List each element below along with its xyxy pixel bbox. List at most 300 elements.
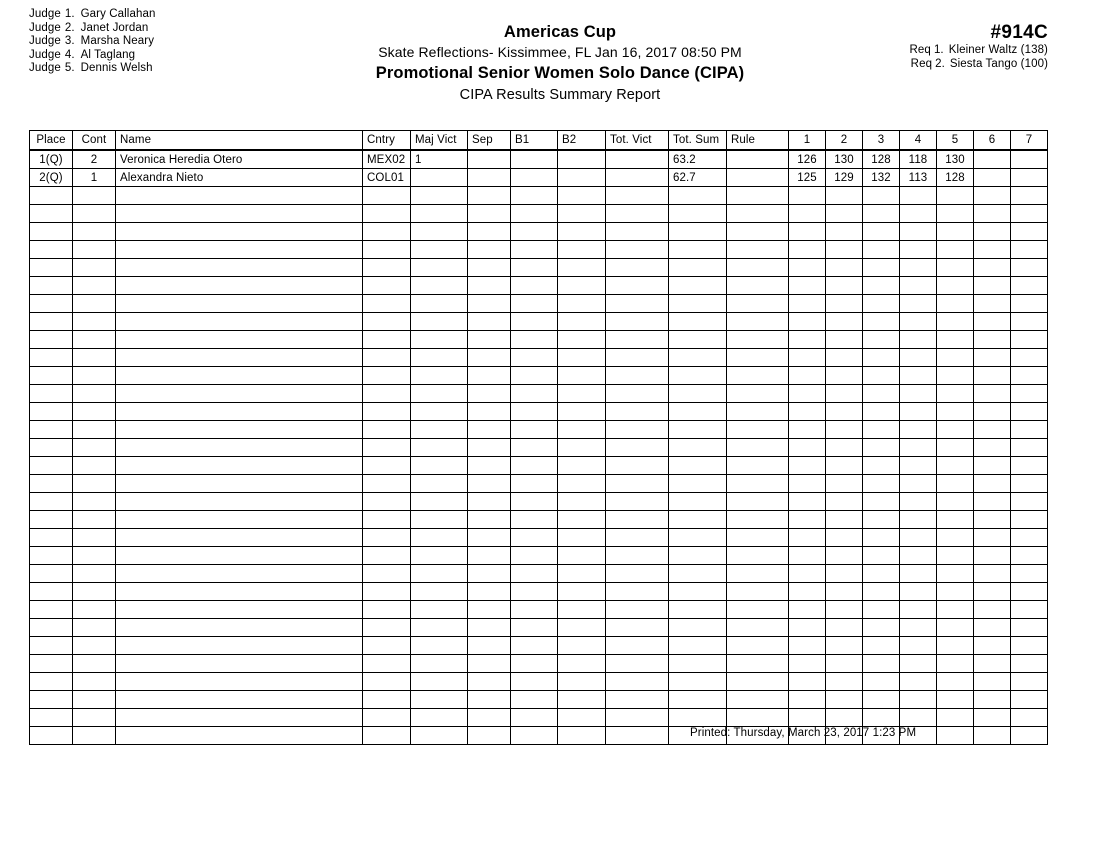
cell-j1-empty	[789, 331, 826, 349]
cell-name-empty	[116, 601, 363, 619]
cell-sep-empty	[468, 529, 511, 547]
cell-j4-empty	[900, 601, 937, 619]
cell-cont-empty	[73, 655, 116, 673]
cell-place-empty	[30, 475, 73, 493]
cell-j2-empty	[826, 457, 863, 475]
cell-tot_vict-empty	[606, 601, 669, 619]
cell-tot_vict-empty	[606, 313, 669, 331]
cell-j1-empty	[789, 673, 826, 691]
column-header-j1[interactable]: 1	[789, 131, 826, 151]
cell-j3: 128	[863, 150, 900, 169]
cell-tot_sum: 62.7	[669, 169, 727, 187]
cell-cont: 1	[73, 169, 116, 187]
cell-j7-empty	[1011, 403, 1048, 421]
cell-j7-empty	[1011, 493, 1048, 511]
cell-j1-empty	[789, 619, 826, 637]
cell-j6-empty	[974, 295, 1011, 313]
cell-cntry-empty	[363, 277, 411, 295]
cell-j6-empty	[974, 367, 1011, 385]
cell-cntry-empty	[363, 637, 411, 655]
cell-sep	[468, 150, 511, 169]
cell-place-empty	[30, 439, 73, 457]
cell-sep-empty	[468, 241, 511, 259]
cell-sep-empty	[468, 583, 511, 601]
report-title-block	[240, 22, 880, 106]
cell-j5-empty	[937, 403, 974, 421]
cell-b2-empty	[558, 673, 606, 691]
results-table-container	[29, 130, 1048, 745]
cell-j2-empty	[826, 619, 863, 637]
cell-rule-empty	[727, 691, 789, 709]
cell-cntry-empty	[363, 511, 411, 529]
judge-number: 1.	[64, 8, 75, 20]
cell-tot_vict-empty	[606, 259, 669, 277]
cell-cntry-empty	[363, 727, 411, 745]
cell-cntry-empty	[363, 259, 411, 277]
cell-tot_vict-empty	[606, 709, 669, 727]
cell-j3-empty	[863, 529, 900, 547]
cell-j5-empty	[937, 475, 974, 493]
cell-tot_sum-empty	[669, 223, 727, 241]
cell-j4-empty	[900, 637, 937, 655]
cell-b2-empty	[558, 223, 606, 241]
cell-tot_sum-empty	[669, 691, 727, 709]
cell-j3-empty	[863, 223, 900, 241]
cell-j4-empty	[900, 565, 937, 583]
cell-j2-empty	[826, 403, 863, 421]
cell-name: Alexandra Nieto	[116, 169, 363, 187]
cell-j3-empty	[863, 367, 900, 385]
column-header-b2[interactable]: B2	[558, 131, 606, 151]
cell-sep-empty	[468, 313, 511, 331]
cell-tot_vict-empty	[606, 385, 669, 403]
table-row-empty[interactable]	[30, 619, 1048, 637]
cell-sep-empty	[468, 421, 511, 439]
cell-j4-empty	[900, 277, 937, 295]
table-row-empty[interactable]	[30, 529, 1048, 547]
cell-j7-empty	[1011, 313, 1048, 331]
table-row[interactable]	[30, 169, 1048, 187]
cell-sep-empty	[468, 493, 511, 511]
table-row-empty[interactable]	[30, 691, 1048, 709]
cell-cont-empty	[73, 259, 116, 277]
cell-j5-empty	[937, 709, 974, 727]
cell-name-empty	[116, 493, 363, 511]
cell-cntry-empty	[363, 529, 411, 547]
requirement-name: Kleiner Waltz (138)	[948, 44, 1048, 56]
cell-j6-empty	[974, 475, 1011, 493]
cell-j6-empty	[974, 493, 1011, 511]
cell-b1-empty	[511, 493, 558, 511]
cell-name-empty	[116, 673, 363, 691]
cell-j4-empty	[900, 421, 937, 439]
cell-tot_sum-empty	[669, 313, 727, 331]
cell-b2-empty	[558, 619, 606, 637]
cell-j2-empty	[826, 709, 863, 727]
table-row-empty[interactable]	[30, 457, 1048, 475]
cell-j4-empty	[900, 331, 937, 349]
cell-sep-empty	[468, 709, 511, 727]
cell-j7-empty	[1011, 601, 1048, 619]
cell-b1-empty	[511, 259, 558, 277]
cell-j2-empty	[826, 475, 863, 493]
results-table-head	[30, 131, 1048, 151]
cell-j6-empty	[974, 583, 1011, 601]
cell-j5-empty	[937, 241, 974, 259]
cell-cntry: COL01	[363, 169, 411, 187]
cell-j1-empty	[789, 457, 826, 475]
cell-j7-empty	[1011, 259, 1048, 277]
table-row-empty[interactable]	[30, 565, 1048, 583]
cell-j5-empty	[937, 601, 974, 619]
cell-j5-empty	[937, 331, 974, 349]
cell-place-empty	[30, 295, 73, 313]
column-header-tot_vict[interactable]: Tot. Vict	[606, 131, 669, 151]
column-header-j6[interactable]: 6	[974, 131, 1011, 151]
cell-j3-empty	[863, 601, 900, 619]
cell-j2-empty	[826, 511, 863, 529]
cell-j4-empty	[900, 223, 937, 241]
cell-b1-empty	[511, 565, 558, 583]
cell-j1-empty	[789, 601, 826, 619]
table-row-empty[interactable]	[30, 547, 1048, 565]
cell-j7-empty	[1011, 187, 1048, 205]
cell-name-empty	[116, 367, 363, 385]
cell-maj_vict-empty	[411, 511, 468, 529]
cell-cont-empty	[73, 547, 116, 565]
cell-cntry-empty	[363, 583, 411, 601]
report-subtitle: CIPA Results Summary Report	[459, 87, 661, 103]
cell-j5-empty	[937, 529, 974, 547]
column-header-tot_sum[interactable]: Tot. Sum	[669, 131, 727, 151]
cell-name-empty	[116, 529, 363, 547]
cell-tot_vict-empty	[606, 619, 669, 637]
cell-j7-empty	[1011, 547, 1048, 565]
cell-cntry-empty	[363, 457, 411, 475]
cell-j1-empty	[789, 691, 826, 709]
table-row-empty[interactable]	[30, 493, 1048, 511]
table-row-empty[interactable]	[30, 655, 1048, 673]
cell-b1-empty	[511, 529, 558, 547]
cell-b2-empty	[558, 583, 606, 601]
cell-j7-empty	[1011, 475, 1048, 493]
cell-j5-empty	[937, 385, 974, 403]
table-row-empty[interactable]	[30, 331, 1048, 349]
table-row-empty[interactable]	[30, 313, 1048, 331]
cell-tot_vict-empty	[606, 277, 669, 295]
cell-place-empty	[30, 655, 73, 673]
column-header-name[interactable]: Name	[116, 131, 363, 151]
cell-j6-empty	[974, 259, 1011, 277]
cell-j3-empty	[863, 403, 900, 421]
cell-j2-empty	[826, 223, 863, 241]
column-header-j7[interactable]: 7	[1011, 131, 1048, 151]
cell-maj_vict-empty	[411, 529, 468, 547]
cell-rule-empty	[727, 709, 789, 727]
cell-rule-empty	[727, 529, 789, 547]
cell-sep-empty	[468, 511, 511, 529]
table-row-empty[interactable]	[30, 439, 1048, 457]
cell-tot_sum-empty	[669, 565, 727, 583]
column-header-j4[interactable]: 4	[900, 131, 937, 151]
cell-tot_vict-empty	[606, 493, 669, 511]
cell-maj_vict-empty	[411, 655, 468, 673]
category-line: Promotional Senior Women Solo Dance (CIPA)	[375, 64, 745, 82]
cell-j6-empty	[974, 223, 1011, 241]
cell-b1-empty	[511, 187, 558, 205]
cell-j5-empty	[937, 259, 974, 277]
cell-cont-empty	[73, 241, 116, 259]
column-header-place[interactable]: Place	[30, 131, 73, 151]
table-row-empty[interactable]	[30, 241, 1048, 259]
cell-j5-empty	[937, 637, 974, 655]
cell-sep-empty	[468, 673, 511, 691]
cell-name-empty	[116, 187, 363, 205]
cell-j7-empty	[1011, 709, 1048, 727]
cell-b2-empty	[558, 295, 606, 313]
column-header-cntry[interactable]: Cntry	[363, 131, 411, 151]
table-row-empty[interactable]	[30, 475, 1048, 493]
cell-tot_vict-empty	[606, 691, 669, 709]
cell-j7-empty	[1011, 349, 1048, 367]
cell-name-empty	[116, 259, 363, 277]
cell-j6-empty	[974, 709, 1011, 727]
cell-maj_vict-empty	[411, 367, 468, 385]
cell-rule-empty	[727, 439, 789, 457]
cell-tot_sum-empty	[669, 655, 727, 673]
cell-j2-empty	[826, 547, 863, 565]
cell-j5-empty	[937, 295, 974, 313]
table-row-empty[interactable]	[30, 673, 1048, 691]
cell-name-empty	[116, 277, 363, 295]
column-header-maj_vict[interactable]: Maj Vict	[411, 131, 468, 151]
cell-j4-empty	[900, 529, 937, 547]
judge-label: Judge	[29, 62, 61, 75]
cell-sep-empty	[468, 637, 511, 655]
cell-cntry-empty	[363, 403, 411, 421]
cell-cntry-empty	[363, 241, 411, 259]
cell-cont-empty	[73, 403, 116, 421]
cell-tot_sum-empty	[669, 421, 727, 439]
cell-j1-empty	[789, 421, 826, 439]
event-name: Americas Cup	[503, 23, 617, 41]
cell-j6-empty	[974, 403, 1011, 421]
cell-b1-empty	[511, 583, 558, 601]
cell-j3-empty	[863, 187, 900, 205]
cell-maj_vict-empty	[411, 187, 468, 205]
cell-j7-empty	[1011, 655, 1048, 673]
cell-rule-empty	[727, 673, 789, 691]
cell-tot_vict-empty	[606, 295, 669, 313]
cell-b2-empty	[558, 439, 606, 457]
cell-j7-empty	[1011, 331, 1048, 349]
cell-b1-empty	[511, 277, 558, 295]
cell-j2-empty	[826, 205, 863, 223]
event-meta-block	[910, 22, 1048, 71]
table-row-empty[interactable]	[30, 583, 1048, 601]
cell-j6-empty	[974, 601, 1011, 619]
cell-rule-empty	[727, 547, 789, 565]
cell-rule-empty	[727, 367, 789, 385]
cell-sep-empty	[468, 331, 511, 349]
cell-rule-empty	[727, 295, 789, 313]
cell-j3-empty	[863, 619, 900, 637]
table-row-empty[interactable]	[30, 277, 1048, 295]
table-row-empty[interactable]	[30, 367, 1048, 385]
judge-name: Marsha Neary	[80, 35, 155, 48]
cell-b2-empty	[558, 331, 606, 349]
column-header-cont[interactable]: Cont	[73, 131, 116, 151]
cell-j4-empty	[900, 187, 937, 205]
cell-sep-empty	[468, 349, 511, 367]
cell-name-empty	[116, 331, 363, 349]
cell-j6-empty	[974, 727, 1011, 745]
cell-b1-empty	[511, 475, 558, 493]
table-row-empty[interactable]	[30, 295, 1048, 313]
cell-rule-empty	[727, 403, 789, 421]
judge-name: Dennis Welsh	[80, 62, 153, 75]
cell-j1-empty	[789, 475, 826, 493]
printed-timestamp: Printed: Thursday, March 23, 2017 1:23 PM	[690, 727, 917, 739]
judge-number: 3.	[64, 35, 75, 48]
cell-j5-empty	[937, 727, 974, 745]
cell-j2-empty	[826, 601, 863, 619]
cell-b2-empty	[558, 187, 606, 205]
cell-j1-empty	[789, 637, 826, 655]
column-header-j5[interactable]: 5	[937, 131, 974, 151]
cell-tot_vict-empty	[606, 367, 669, 385]
table-row-empty[interactable]	[30, 637, 1048, 655]
table-row-empty[interactable]	[30, 349, 1048, 367]
cell-rule-empty	[727, 187, 789, 205]
cell-cont-empty	[73, 637, 116, 655]
cell-tot_vict-empty	[606, 457, 669, 475]
cell-b2-empty	[558, 565, 606, 583]
cell-cont-empty	[73, 619, 116, 637]
table-row-empty[interactable]	[30, 709, 1048, 727]
cell-cntry-empty	[363, 367, 411, 385]
cell-b2-empty	[558, 655, 606, 673]
cell-tot_sum-empty	[669, 529, 727, 547]
cell-sep-empty	[468, 403, 511, 421]
cell-b1-empty	[511, 691, 558, 709]
cell-b2-empty	[558, 385, 606, 403]
cell-cont-empty	[73, 493, 116, 511]
cell-cont-empty	[73, 385, 116, 403]
cell-tot_sum-empty	[669, 349, 727, 367]
cell-name-empty	[116, 223, 363, 241]
cell-name-empty	[116, 691, 363, 709]
cell-j6-empty	[974, 673, 1011, 691]
cell-cntry-empty	[363, 349, 411, 367]
cell-rule-empty	[727, 385, 789, 403]
cell-rule	[727, 169, 789, 187]
cell-j4-empty	[900, 655, 937, 673]
table-row-empty[interactable]	[30, 601, 1048, 619]
cell-tot_sum-empty	[669, 367, 727, 385]
cell-b1-empty	[511, 223, 558, 241]
cell-place-empty	[30, 691, 73, 709]
cell-j4-empty	[900, 367, 937, 385]
table-row-empty[interactable]	[30, 223, 1048, 241]
table-row[interactable]	[30, 150, 1048, 169]
cell-b1-empty	[511, 655, 558, 673]
cell-b2-empty	[558, 691, 606, 709]
cell-b1-empty	[511, 241, 558, 259]
cell-place-empty	[30, 223, 73, 241]
cell-j5-empty	[937, 367, 974, 385]
table-row-empty[interactable]	[30, 421, 1048, 439]
cell-rule-empty	[727, 205, 789, 223]
cell-j5-empty	[937, 655, 974, 673]
cell-b1-empty	[511, 673, 558, 691]
table-row-empty[interactable]	[30, 385, 1048, 403]
table-row-empty[interactable]	[30, 187, 1048, 205]
cell-j2-empty	[826, 295, 863, 313]
cell-rule-empty	[727, 421, 789, 439]
cell-j7-empty	[1011, 637, 1048, 655]
cell-j7-empty	[1011, 583, 1048, 601]
cell-name: Veronica Heredia Otero	[116, 150, 363, 169]
cell-j3-empty	[863, 691, 900, 709]
cell-j5-empty	[937, 277, 974, 295]
table-row-empty[interactable]	[30, 205, 1048, 223]
table-row-empty[interactable]	[30, 403, 1048, 421]
cell-place-empty	[30, 277, 73, 295]
cell-j7-empty	[1011, 673, 1048, 691]
cell-j6-empty	[974, 637, 1011, 655]
cell-name-empty	[116, 295, 363, 313]
cell-j1-empty	[789, 277, 826, 295]
cell-b2	[558, 150, 606, 169]
cell-b1-empty	[511, 349, 558, 367]
cell-j3-empty	[863, 259, 900, 277]
table-row-empty[interactable]	[30, 259, 1048, 277]
cell-j2-empty	[826, 385, 863, 403]
cell-tot_sum-empty	[669, 637, 727, 655]
table-row-empty[interactable]	[30, 511, 1048, 529]
cell-name-empty	[116, 709, 363, 727]
cell-b1-empty	[511, 421, 558, 439]
cell-j4-empty	[900, 313, 937, 331]
cell-j2: 130	[826, 150, 863, 169]
cell-place-empty	[30, 457, 73, 475]
cell-tot_sum-empty	[669, 457, 727, 475]
cell-b2	[558, 169, 606, 187]
cell-tot_vict-empty	[606, 565, 669, 583]
column-header-rule[interactable]: Rule	[727, 131, 789, 151]
cell-b1-empty	[511, 331, 558, 349]
column-header-j3[interactable]: 3	[863, 131, 900, 151]
column-header-j2[interactable]: 2	[826, 131, 863, 151]
cell-place: 2(Q)	[30, 169, 73, 187]
cell-sep-empty	[468, 601, 511, 619]
cell-cntry-empty	[363, 205, 411, 223]
cell-j1-empty	[789, 259, 826, 277]
cell-j3-empty	[863, 673, 900, 691]
cell-name-empty	[116, 385, 363, 403]
cell-maj_vict-empty	[411, 241, 468, 259]
cell-place-empty	[30, 403, 73, 421]
cell-j7-empty	[1011, 691, 1048, 709]
column-header-b1[interactable]: B1	[511, 131, 558, 151]
cell-j3-empty	[863, 565, 900, 583]
cell-cntry-empty	[363, 601, 411, 619]
cell-tot_vict-empty	[606, 673, 669, 691]
requirement-row	[910, 58, 1048, 72]
column-header-sep[interactable]: Sep	[468, 131, 511, 151]
cell-maj_vict-empty	[411, 475, 468, 493]
